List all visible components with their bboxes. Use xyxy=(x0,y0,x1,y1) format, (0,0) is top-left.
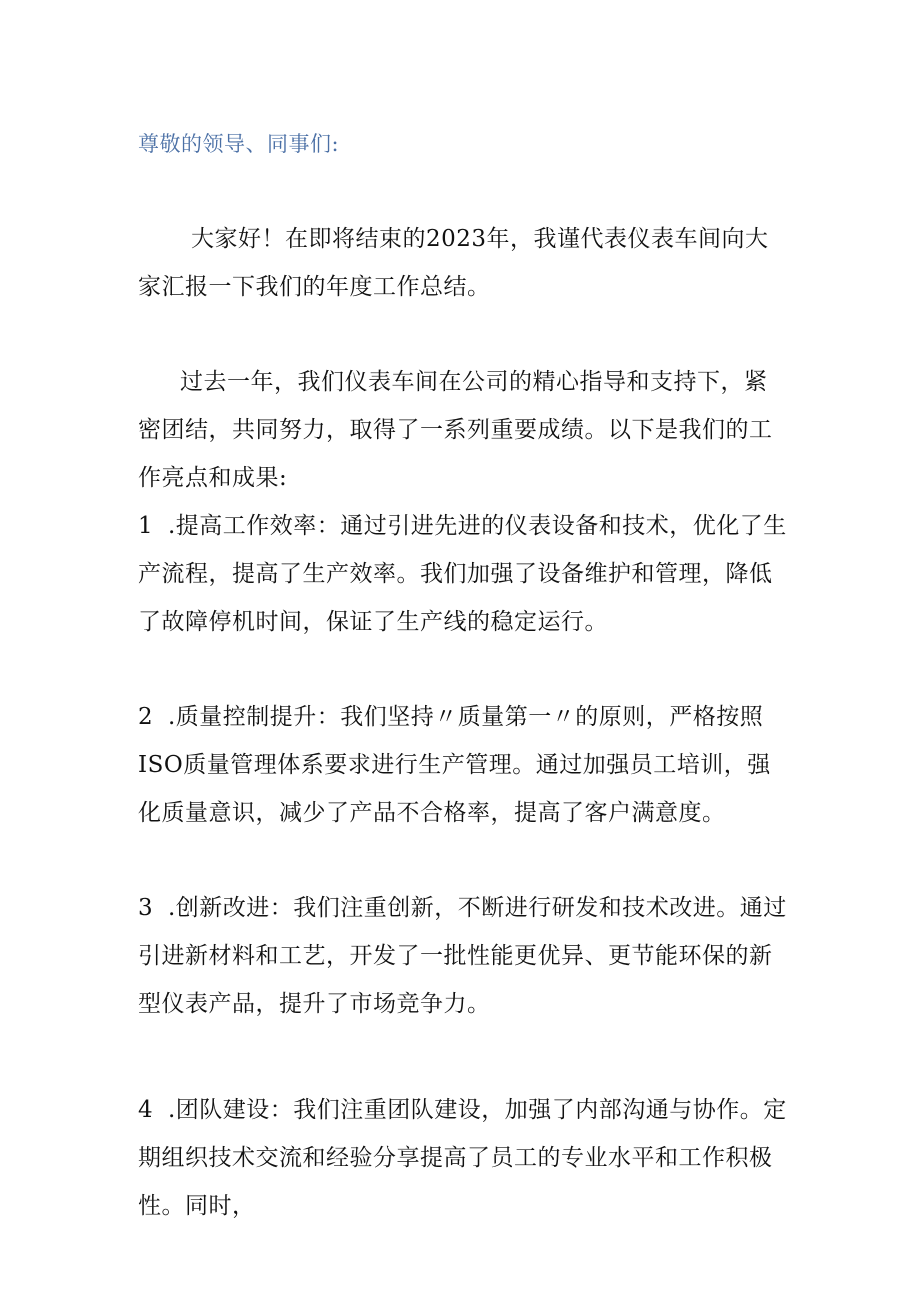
list-item-number: 3 xyxy=(138,895,154,921)
list-item xyxy=(138,693,788,837)
list-item xyxy=(138,884,788,1028)
list-item xyxy=(138,502,788,646)
salutation: 尊敬的领导、同事们: xyxy=(138,132,340,156)
past-year-paragraph: 过去一年，我们仪表车间在公司的精心指导和支持下，紧密团结，共同努力，取得了一系列重要成绩。以下是我们的工作亮点和成果: xyxy=(138,369,773,491)
list-item-text: .创新改进：我们注重创新，不断进行研发和技术改进。通过引进新材料和工艺，开发了一批性能更优异、更节能环保的新型仪表产品，提升了市场竞争力。 xyxy=(138,895,787,1017)
list-item-number: 1 xyxy=(138,513,154,539)
list-item-text: .质量控制提升：我们坚持〃质量第一〃的原则，严格按照ISO质量管理体系要求进行生产管理。通过加强员工培训，强化质量意识，减少了产品不合格率，提高了客户满意度。 xyxy=(138,704,771,826)
list-item-number: 2 xyxy=(138,704,154,730)
list-item-number: 4 xyxy=(138,1097,154,1123)
intro-paragraph: 大家好！在即将结束的2023年，我谨代表仪表车间向大家汇报一下我们的年度工作总结。 xyxy=(138,226,769,300)
list-item-text: .提高工作效率：通过引进先进的仪表设备和技术，优化了生产流程，提高了生产效率。我们加强了设备维护和管理，降低了故障停机时间，保证了生产线的稳定运行。 xyxy=(138,513,787,635)
list-item-text: .团队建设：我们注重团队建设，加强了内部沟通与协作。定期组织技术交流和经验分享提高了员工的专业水平和工作积极性。同时， xyxy=(138,1097,787,1219)
list-item xyxy=(138,1086,788,1230)
